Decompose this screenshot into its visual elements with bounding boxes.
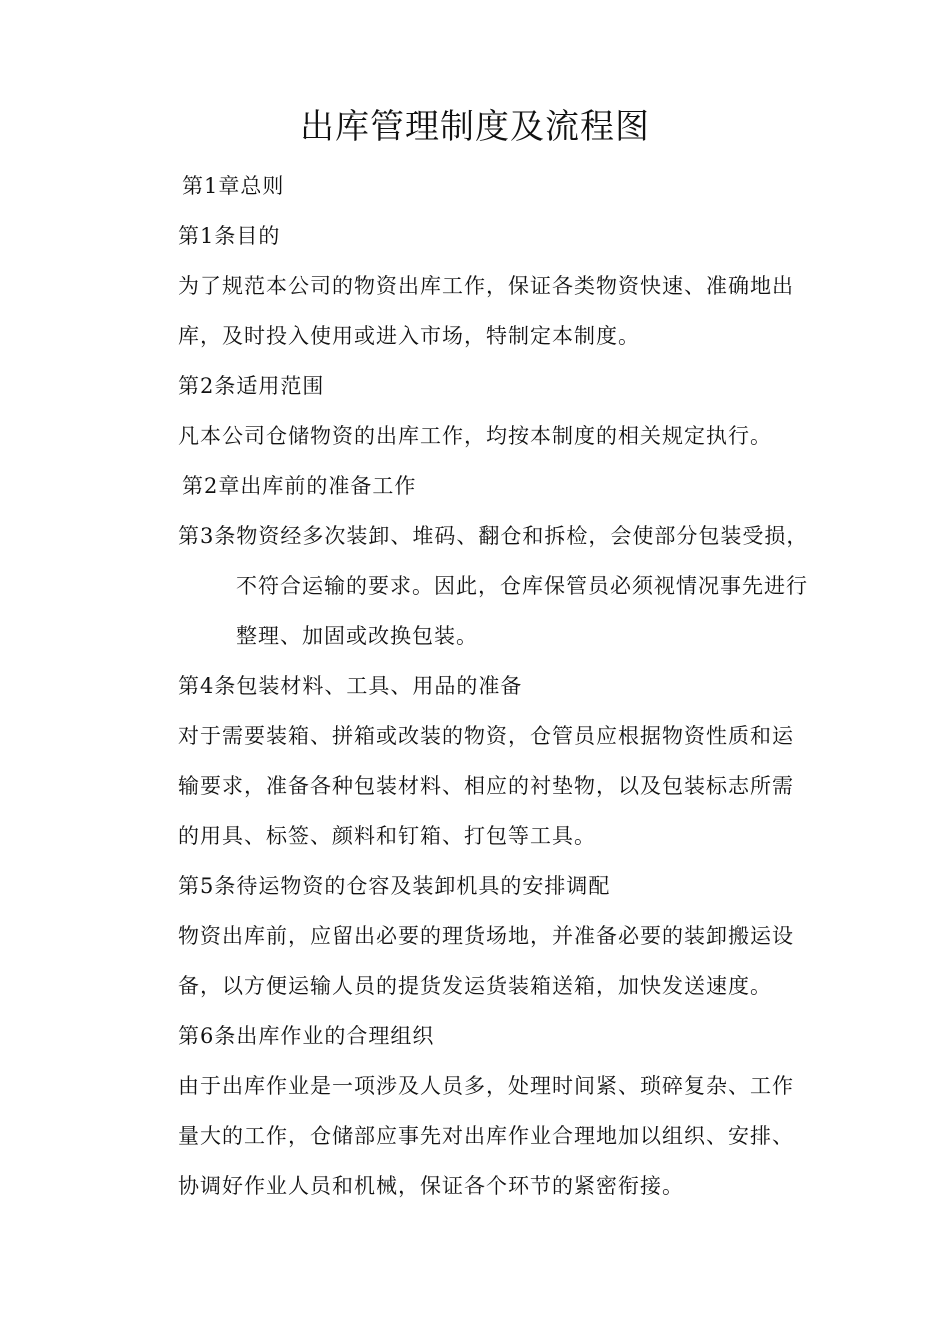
- document-title: 出库管理制度及流程图: [300, 107, 650, 147]
- paragraph-line: 物资出库前，应留出必要的理货场地，并准备必要的装卸搬运设: [178, 924, 794, 948]
- article-heading: 第4条包装材料、工具、用品的准备: [178, 674, 523, 698]
- paragraph-line: 为了规范本公司的物资出库工作，保证各类物资快速、准确地出: [178, 274, 794, 298]
- paragraph-line: 协调好作业人员和机械，保证各个环节的紧密衔接。: [178, 1174, 684, 1198]
- paragraph-line: 对于需要装箱、拼箱或改装的物资，仓管员应根据物资性质和运: [178, 724, 794, 748]
- paragraph-line: 的用具、标签、颜料和钉箱、打包等工具。: [178, 824, 596, 848]
- article-heading: 第6条出库作业的合理组织: [178, 1024, 435, 1048]
- paragraph-line: 不符合运输的要求。因此，仓库保管员必须视情况事先进行: [236, 574, 808, 598]
- article-heading: 第2条适用范围: [178, 374, 325, 398]
- paragraph-line: 备，以方便运输人员的提货发运货装箱送箱，加快发送速度。: [178, 974, 772, 998]
- chapter-heading: 第2章出库前的准备工作: [182, 474, 417, 498]
- article-heading: 第3条物资经多次装卸、堆码、翻仓和拆检，会使部分包装受损，: [178, 524, 809, 548]
- article-heading: 第1条目的: [178, 224, 281, 248]
- paragraph-line: 量大的工作，仓储部应事先对出库作业合理地加以组织、安排、: [178, 1124, 794, 1148]
- article-heading: 第5条待运物资的仓容及装卸机具的安排调配: [178, 874, 611, 898]
- paragraph-line: 输要求，准备各种包装材料、相应的衬垫物，以及包装标志所需: [178, 774, 794, 798]
- paragraph-line: 由于出库作业是一项涉及人员多，处理时间紧、琐碎复杂、工作: [178, 1074, 794, 1098]
- paragraph-line: 库，及时投入使用或进入市场，特制定本制度。: [178, 324, 640, 348]
- paragraph-line: 整理、加固或改换包装。: [236, 624, 478, 648]
- paragraph-line: 凡本公司仓储物资的出库工作，均按本制度的相关规定执行。: [178, 424, 772, 448]
- chapter-heading: 第1章总则: [182, 174, 285, 198]
